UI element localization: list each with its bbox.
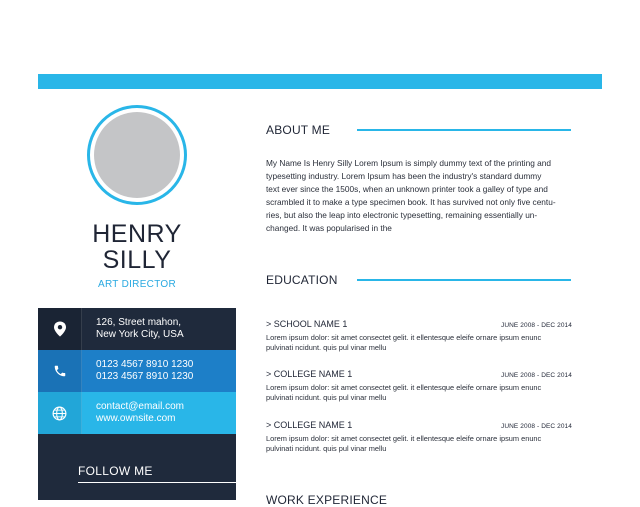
- education-item: [266, 319, 572, 353]
- profile-photo-placeholder: [94, 112, 180, 198]
- about-line: typesetting industry. Lorem Ipsum has been the industry's standard dummy: [266, 170, 542, 181]
- education-desc-line: pulvinati ncidunt. quis pul vinar mellu: [266, 393, 387, 402]
- profile-role: ART DIRECTOR: [97, 279, 177, 290]
- profile-photo-frame: [87, 105, 187, 205]
- about-line: changed. It was popularised in the: [266, 222, 392, 233]
- contact-panel: [38, 308, 236, 500]
- work-experience-heading: WORK EXPERIENCE: [266, 493, 388, 507]
- education-item-description: [266, 383, 572, 403]
- globe-icon: [38, 392, 82, 434]
- about-line: My Name Is Henry Silly Lorem Ipsum is simply dummy text of the printing and: [266, 158, 551, 168]
- email-link[interactable]: contact@email.com: [96, 401, 184, 412]
- education-item: [266, 420, 572, 454]
- about-text: [266, 157, 572, 234]
- phone-icon: [38, 350, 82, 392]
- address-line-2: New York City, USA: [96, 329, 184, 340]
- phone-number-1: 0123 4567 8910 1230: [96, 359, 194, 370]
- education-desc-line: Lorem ipsum dolor: sit amet consectet gelit. it ellentesque eleife ornare ipsum enunc: [266, 383, 542, 392]
- follow-me-heading: FOLLOW ME: [78, 464, 153, 478]
- about-line: scrambled it to make a type specimen book. It has survived not only five centu-: [266, 196, 556, 207]
- map-pin-icon: [38, 308, 82, 350]
- phone-number-2: 0123 4567 8910 1230: [96, 371, 194, 382]
- address-text: [82, 308, 184, 350]
- contact-web-row: [38, 392, 236, 434]
- education-item-dates: JUNE 2008 - DEC 2014: [500, 372, 572, 379]
- about-heading-rule: [357, 129, 571, 131]
- about-heading: ABOUT ME: [266, 123, 331, 137]
- web-text: [82, 392, 184, 434]
- address-line-1: 126, Street mahon,: [96, 317, 182, 328]
- education-item-description: [266, 333, 572, 353]
- phone-text: [82, 350, 193, 392]
- contact-address-row: [38, 308, 236, 350]
- education-desc-line: pulvinati ncidunt. quis pul vinar mellu: [266, 343, 387, 352]
- education-item: [266, 369, 572, 403]
- education-item-dates: JUNE 2008 - DEC 2014: [500, 322, 572, 329]
- about-line: text ever since the 1500s, when an unknown printer took a galley of type and: [266, 183, 548, 194]
- education-heading-rule: [357, 279, 571, 281]
- education-desc-line: Lorem ipsum dolor: sit amet consectet gelit. it ellentesque eleife ornare ipsum enunc: [266, 333, 542, 342]
- education-heading: EDUCATION: [266, 273, 338, 287]
- contact-phone-row: [38, 350, 236, 392]
- education-desc-line: pulvinati ncidunt. quis pul vinar mellu: [266, 444, 387, 453]
- about-line: ries, but also the leap into electronic typesetting, remaining essentially un-: [266, 209, 538, 220]
- header-accent-bar: [38, 74, 602, 89]
- education-item-name: > COLLEGE NAME 1: [266, 369, 353, 379]
- profile-name: [38, 221, 236, 273]
- sidebar: [38, 89, 236, 500]
- education-item-name: > SCHOOL NAME 1: [266, 319, 348, 329]
- education-item-name: > COLLEGE NAME 1: [266, 420, 353, 430]
- follow-me-divider: [78, 482, 236, 483]
- first-name: HENRY: [92, 220, 182, 248]
- education-desc-line: Lorem ipsum dolor: sit amet consectet gelit. it ellentesque eleife ornare ipsum enunc: [266, 434, 542, 443]
- education-item-dates: JUNE 2008 - DEC 2014: [500, 423, 572, 430]
- last-name: SILLY: [102, 246, 172, 274]
- education-item-description: [266, 434, 572, 454]
- website-link[interactable]: www.ownsite.com: [96, 413, 176, 424]
